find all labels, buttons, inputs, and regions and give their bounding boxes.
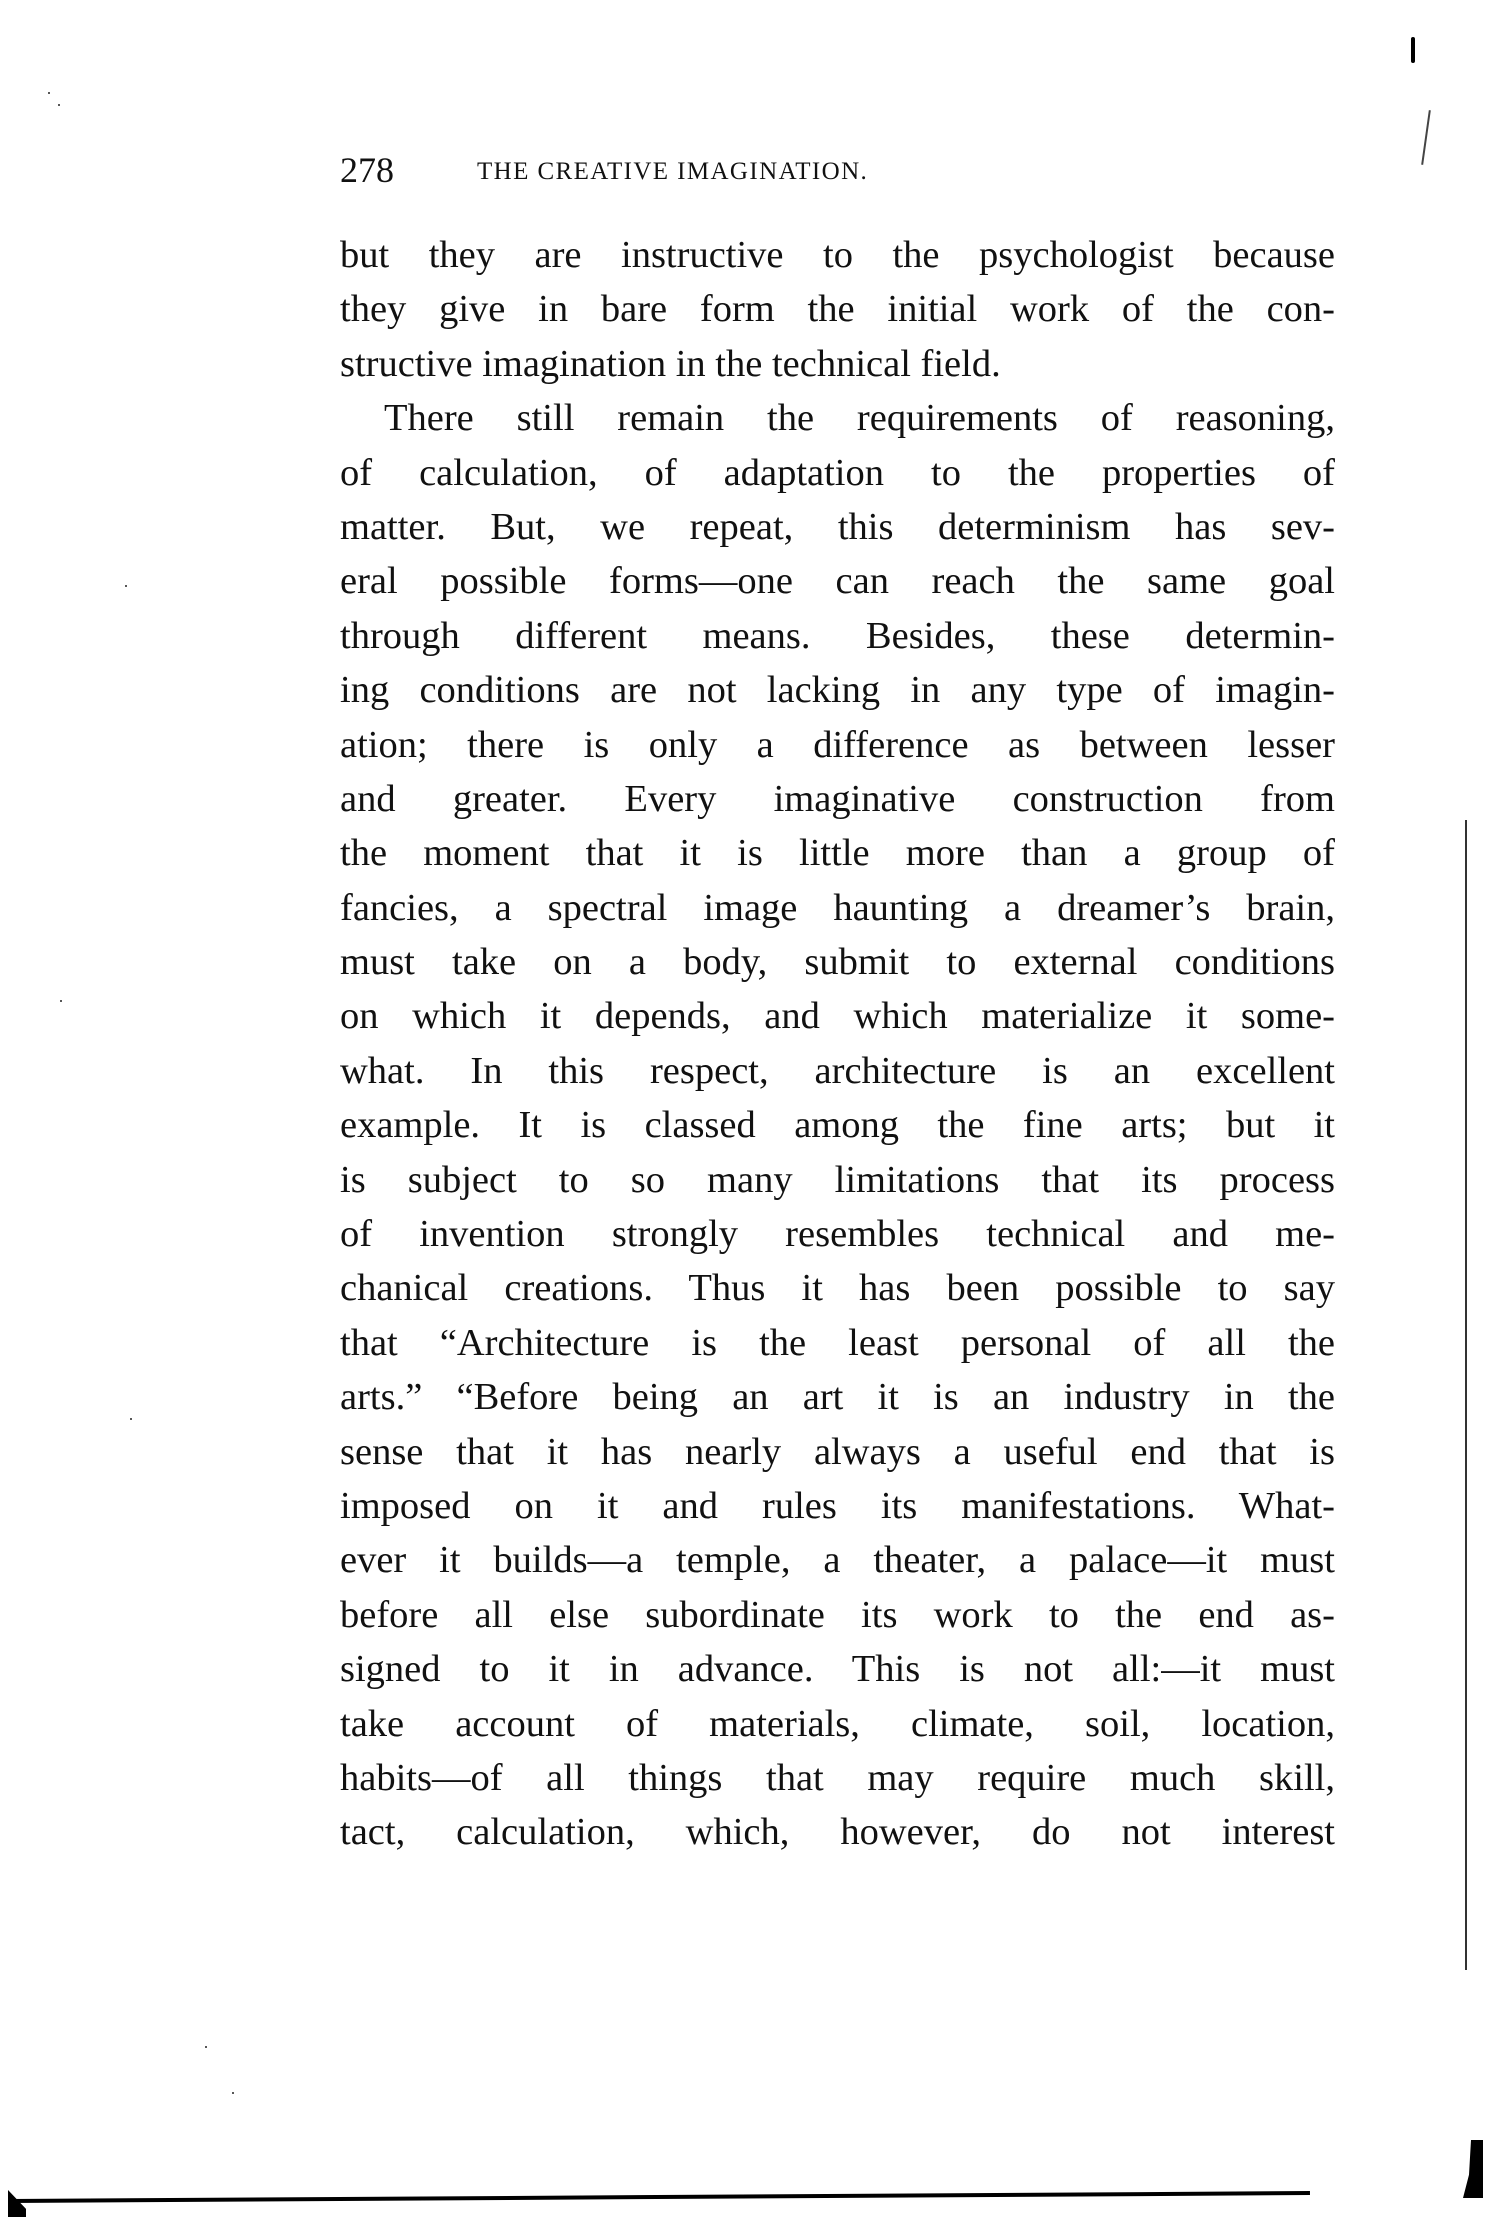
text-line: matter. But, we repeat, this determinism has sev- [340,505,1335,548]
page-number: 278 [340,150,394,190]
text-line: arts.” “Before being an art it is an industry in the [340,1376,1335,1419]
text-line: before all else subordinate its work to the end as- [340,1593,1335,1636]
scan-speck [205,2046,207,2048]
text-line: they give in bare form the initial work of the con- [340,288,1335,331]
text-line: ation; there is only a difference as between lesser [340,723,1335,766]
text-line: chanical creations. Thus it has been possible to say [340,1267,1335,1310]
text-line: the moment that it is little more than a group of [340,832,1335,875]
scan-speck [58,104,60,106]
text-line: is subject to so many limitations that its process [340,1158,1335,1201]
running-head [340,148,1335,192]
text-line: must take on a body, submit to external conditions [340,941,1335,984]
text-line: that “Architecture is the least personal of all the [340,1321,1335,1364]
text-line: ever it builds—a temple, a theater, a palace—it must [340,1539,1335,1582]
scan-edge-line-top-right [1421,110,1431,165]
text-line: of invention strongly resembles technical and me- [340,1213,1335,1256]
scan-speck [232,2092,234,2094]
scan-edge-wedge-bottom-left [8,2190,26,2217]
scan-edge-line-right [1465,820,1467,1970]
text-line: through different means. Besides, these determin- [340,614,1335,657]
running-head-title: THE CREATIVE IMAGINATION. [477,158,869,185]
scan-edge-mark-top-right [1411,37,1415,63]
scan-edge-blot-bottom-right [1463,2140,1483,2198]
text-line: take account of materials, climate, soil, location, [340,1702,1335,1745]
text-line: There still remain the requirements of reasoning, [384,397,1335,440]
text-line: on which it depends, and which materialize it some- [340,995,1335,1038]
text-line: and greater. Every imaginative construction from [340,777,1335,820]
text-line: habits—of all things that may require much skill, [340,1756,1335,1799]
text-line: ing conditions are not lacking in any type of imagin- [340,669,1335,712]
text-line: what. In this respect, architecture is an excellent [340,1049,1335,1092]
text-line: example. It is classed among the fine arts; but it [340,1104,1335,1147]
scan-speck [48,92,50,94]
text-line: but they are instructive to the psychologist because [340,234,1335,276]
text-line: tact, calculation, which, however, do not interest [340,1811,1335,1854]
scan-speck [130,1418,132,1420]
text-line: of calculation, of adaptation to the properties of [340,451,1335,494]
scan-speck [60,1000,62,1002]
text-line: fancies, a spectral image haunting a dreamer’s brain, [340,886,1335,929]
text-line: sense that it has nearly always a useful end that is [340,1430,1335,1473]
scan-edge-line-bottom [10,2191,1310,2203]
text-line: imposed on it and rules its manifestations. What- [340,1484,1335,1527]
text-line: eral possible forms—one can reach the same goal [340,560,1335,603]
body-text [340,228,1335,1860]
scan-speck [125,585,127,587]
text-line: structive imagination in the technical field. [340,342,1001,385]
text-line: signed to it in advance. This is not all:—it must [340,1648,1335,1691]
